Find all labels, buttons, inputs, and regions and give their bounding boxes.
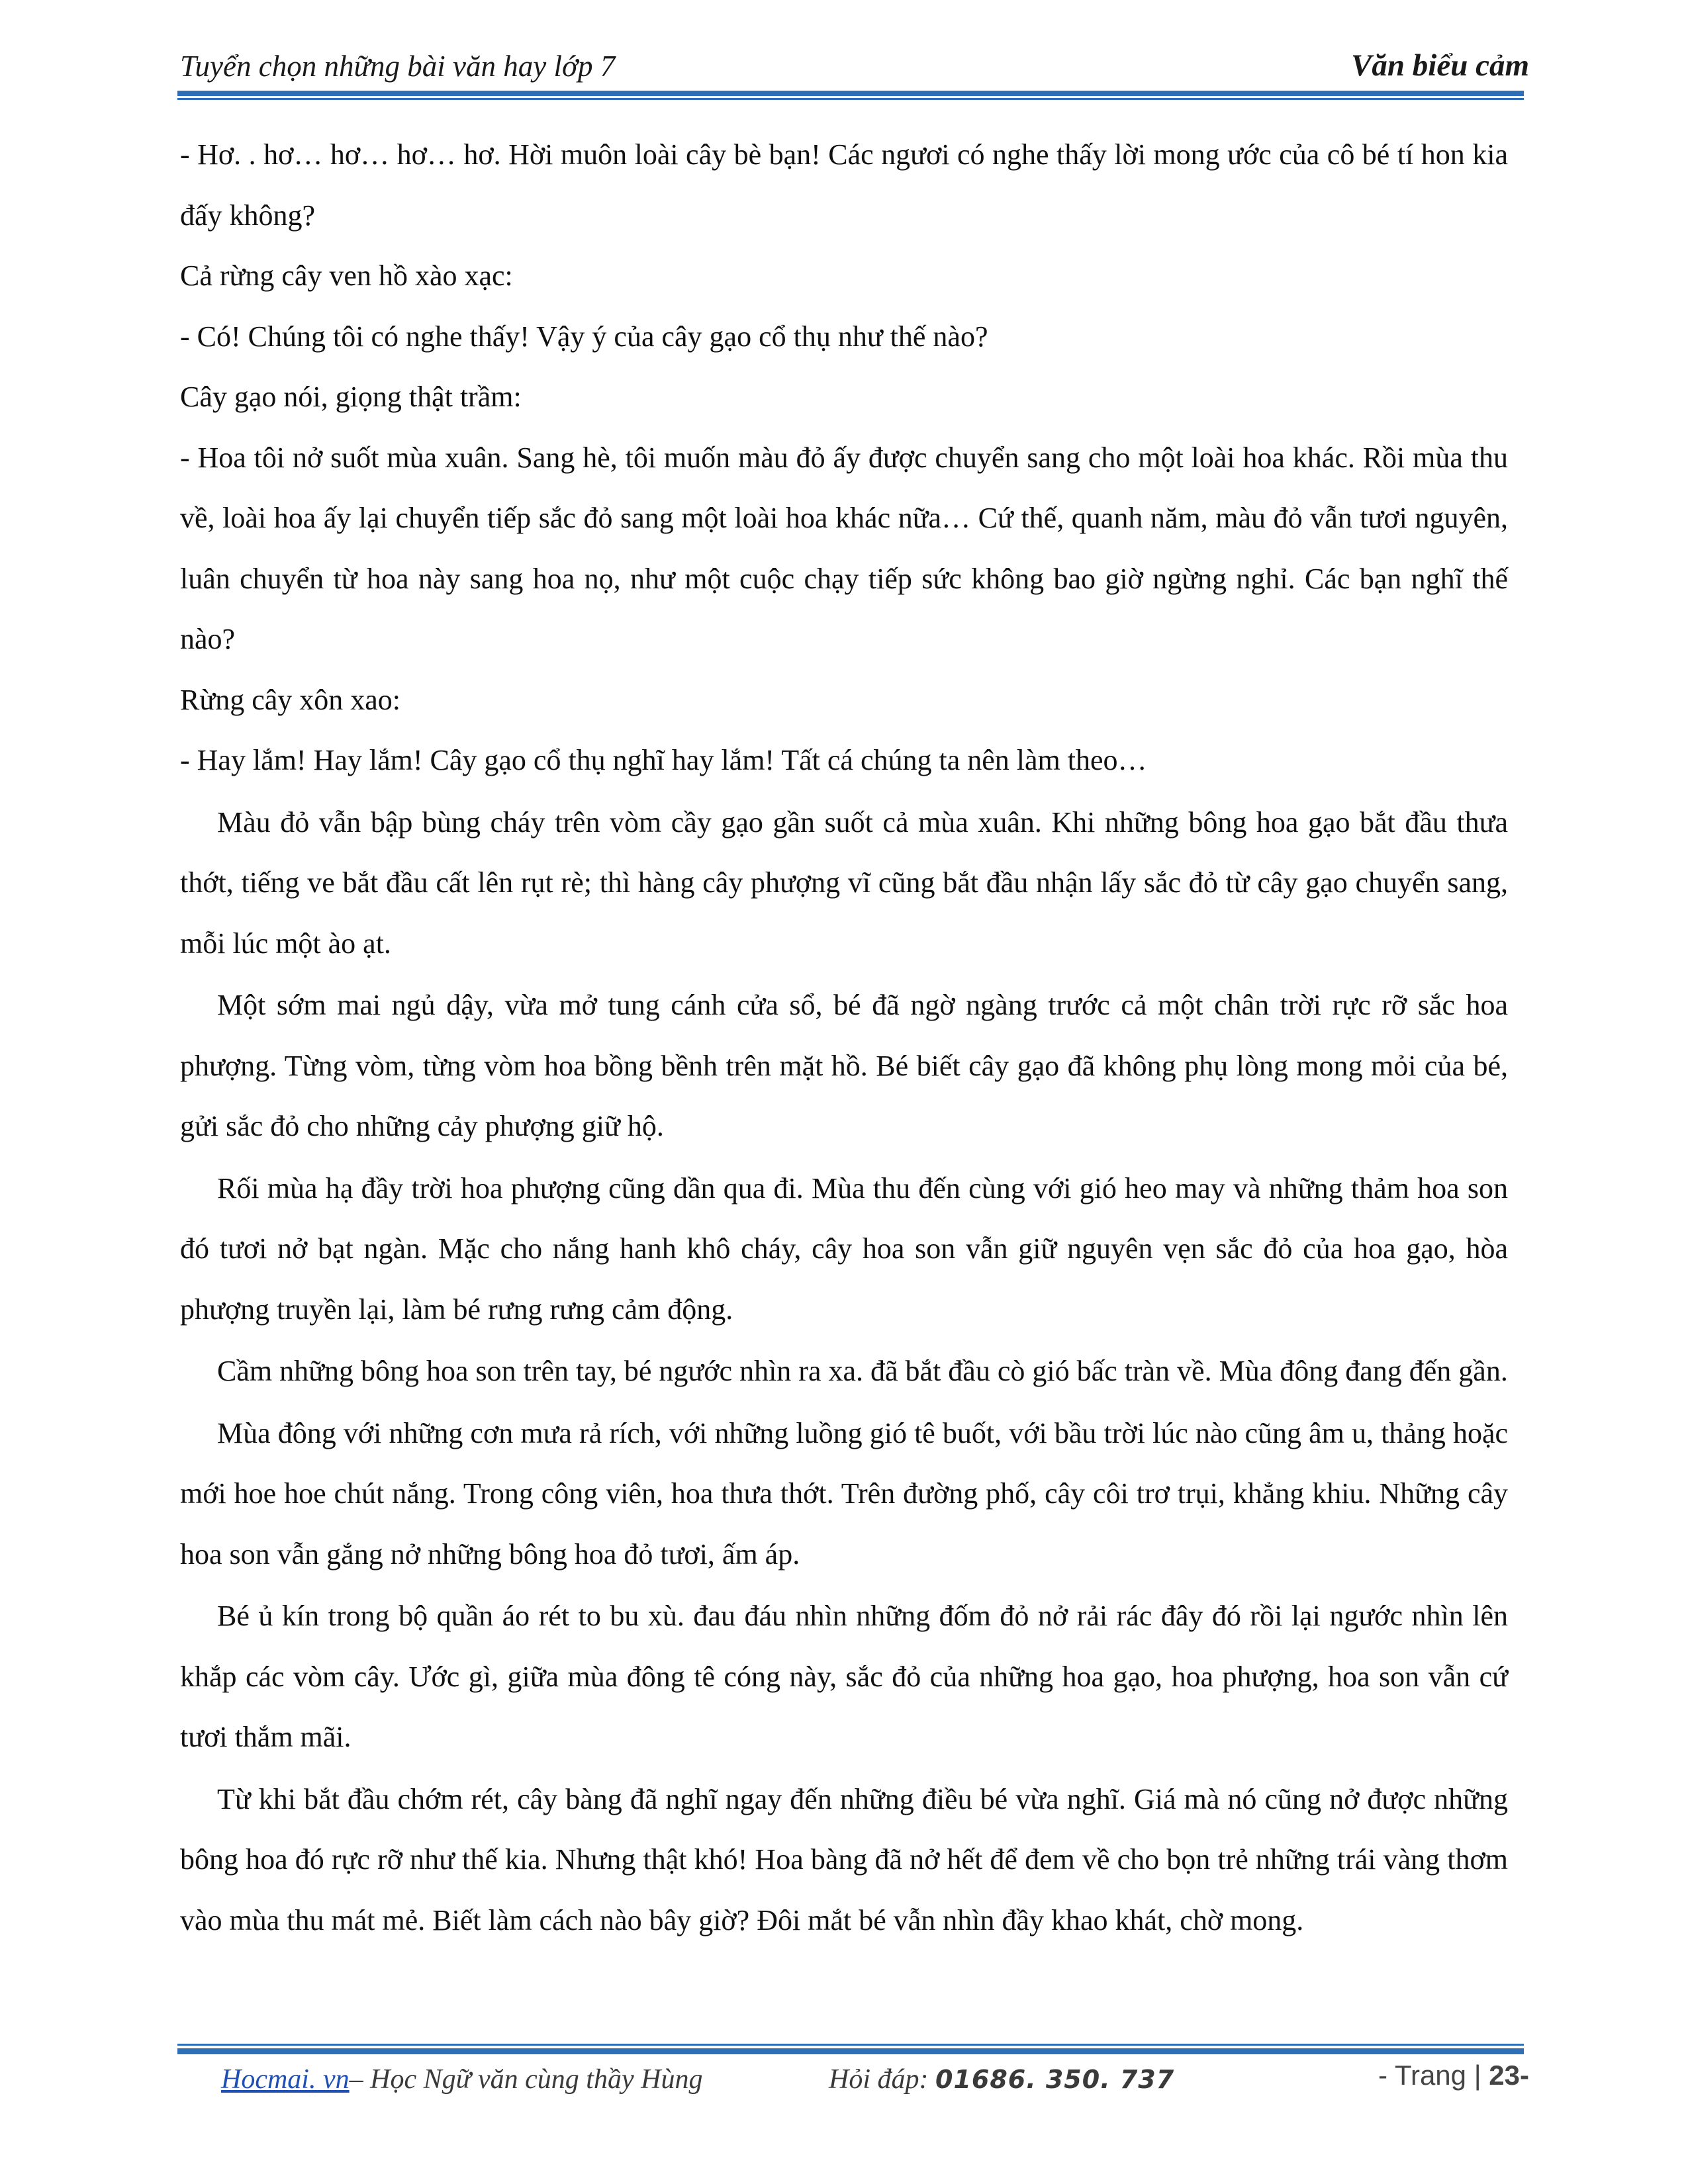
footer-qa-label: Hỏi đáp:: [829, 2064, 935, 2095]
paragraph: Rối mùa hạ đầy trời hoa phượng cũng dần qua đi. Mùa thu đến cùng với gió heo may và những thảm hoa son đó tươi nở bạt ngàn. Mặc cho nắng hanh khô cháy, cây hoa son vẫn giữ nguyên vẹn sắc đỏ của hoa gạo, hòa phượng truyền lại, làm bé rưng rưng cảm động.: [180, 1171, 1508, 1326]
footer-rule-thin: [177, 2044, 1524, 2046]
paragraph: - Hoa tôi nở suốt mùa xuân. Sang hè, tôi muốn màu đỏ ấy được chuyển sang cho một loài hoa khác. Rồi mùa thu về, loài hoa ấy lại chuyển tiếp sắc đỏ sang một loài hoa khác nữa… Cứ thế, quanh năm, màu đỏ vẫn tươi nguyên, luân chuyển từ hoa này sang hoa nọ, như một cuộc chạy tiếp sức không bao giờ ngừng nghỉ. Các bạn nghĩ thế nào?: [180, 441, 1508, 655]
body-text: [180, 124, 1508, 1950]
paragraph: Màu đỏ vẫn bập bùng cháy trên vòm cầy gạo gần suốt cả mùa xuân. Khi những bông hoa gạo bắt đầu thưa thớt, tiếng ve bắt đầu cất lên rụt rè; thì hàng cây phượng vĩ cũng bắt đầu nhận lấy sắc đỏ từ cây gạo chuyển sang, mỗi lúc một ào ạt.: [180, 805, 1508, 960]
header-rule-thick: [177, 91, 1524, 96]
footer-contact: [829, 2064, 1174, 2095]
footer-tagline: – Học Ngữ văn cùng thầy Hùng: [349, 2064, 703, 2095]
page-number: [1378, 2060, 1529, 2091]
paragraph: - Có! Chúng tôi có nghe thấy! Vậy ý của cây gạo cổ thụ như thế nào?: [180, 320, 988, 353]
paragraph: Cây gạo nói, giọng thật trầm:: [180, 381, 522, 413]
page-suffix: -: [1520, 2060, 1529, 2091]
paragraph: Rừng cây xôn xao:: [180, 683, 401, 716]
paragraph: Một sớm mai ngủ dậy, vừa mở tung cánh cửa sổ, bé đã ngờ ngàng trước cả một chân trời rực rỡ sắc hoa phượng. Từng vòm, từng vòm hoa bồng bềnh trên mặt hồ. Bé biết cây gạo đã không phụ lòng mong mỏi của bé, gửi sắc đỏ cho những cảy phượng giữ hộ.: [180, 989, 1508, 1142]
paragraph: Từ khi bắt đầu chớm rét, cây bàng đã nghĩ ngay đến những điều bé vừa nghĩ. Giá mà nó cũng nở được những bông hoa đó rực rỡ như thế kia. Nhưng thật khó! Hoa bàng đã nở hết để đem về cho bọn trẻ những trái vàng thơm vào mùa thu mát mẻ. Biết làm cách nào bây giờ? Đôi mắt bé vẫn nhìn đầy khao khát, chờ mong.: [180, 1782, 1508, 1936]
paragraph: - Hay lắm! Hay lắm! Cây gạo cổ thụ nghĩ hay lắm! Tất cá chúng ta nên làm theo…: [180, 744, 1147, 776]
paragraph: Cầm những bông hoa son trên tay, bé ngước nhìn ra xa. đã bắt đầu cò gió bấc tràn về. Mùa đông đang đến gần.: [217, 1355, 1508, 1387]
footer-site-link[interactable]: Hocmai. vn: [221, 2064, 350, 2095]
paragraph: - Hơ. . hơ… hơ… hơ… hơ. Hời muôn loài cây bè bạn! Các ngươi có nghe thấy lời mong ước của cô bé tí hon kia đấy không?: [180, 138, 1508, 232]
footer-rule-thick: [177, 2048, 1524, 2054]
paragraph: Cả rừng cây ven hồ xào xạc:: [180, 259, 513, 292]
footer-credit: [221, 2064, 702, 2095]
paragraph: Bé ủ kín trong bộ quần áo rét to bu xù. đau đáu nhìn những đốm đỏ nở rải rác đây đó rồi lại ngước nhìn lên khắp các vòm cây. Ước gì, giữa mùa đông tê cóng này, sắc đỏ của những hoa gạo, hoa phượng, hoa son vẫn cứ tươi thắm mãi.: [180, 1600, 1508, 1753]
header-rule-thin: [177, 98, 1524, 100]
header-section-title: Văn biểu cảm: [1351, 48, 1529, 83]
page-prefix: - Trang |: [1378, 2060, 1489, 2091]
header-book-title: Tuyển chọn những bài văn hay lớp 7: [180, 50, 616, 83]
paragraph: Mùa đông với những cơn mưa rả rích, với những luồng gió tê buốt, với bầu trời lúc nào cũng âm u, thảng hoặc mới hoe hoe chút nắng. Trong công viên, hoa thưa thớt. Trên đường phố, cây côi trơ trụi, khẳng khiu. Những cây hoa son vẫn gắng nở những bông hoa đỏ tươi, ấm áp.: [180, 1416, 1508, 1570]
footer-phone: 01686. 350. 737: [935, 2065, 1175, 2094]
page-number-value: 23: [1489, 2060, 1520, 2091]
